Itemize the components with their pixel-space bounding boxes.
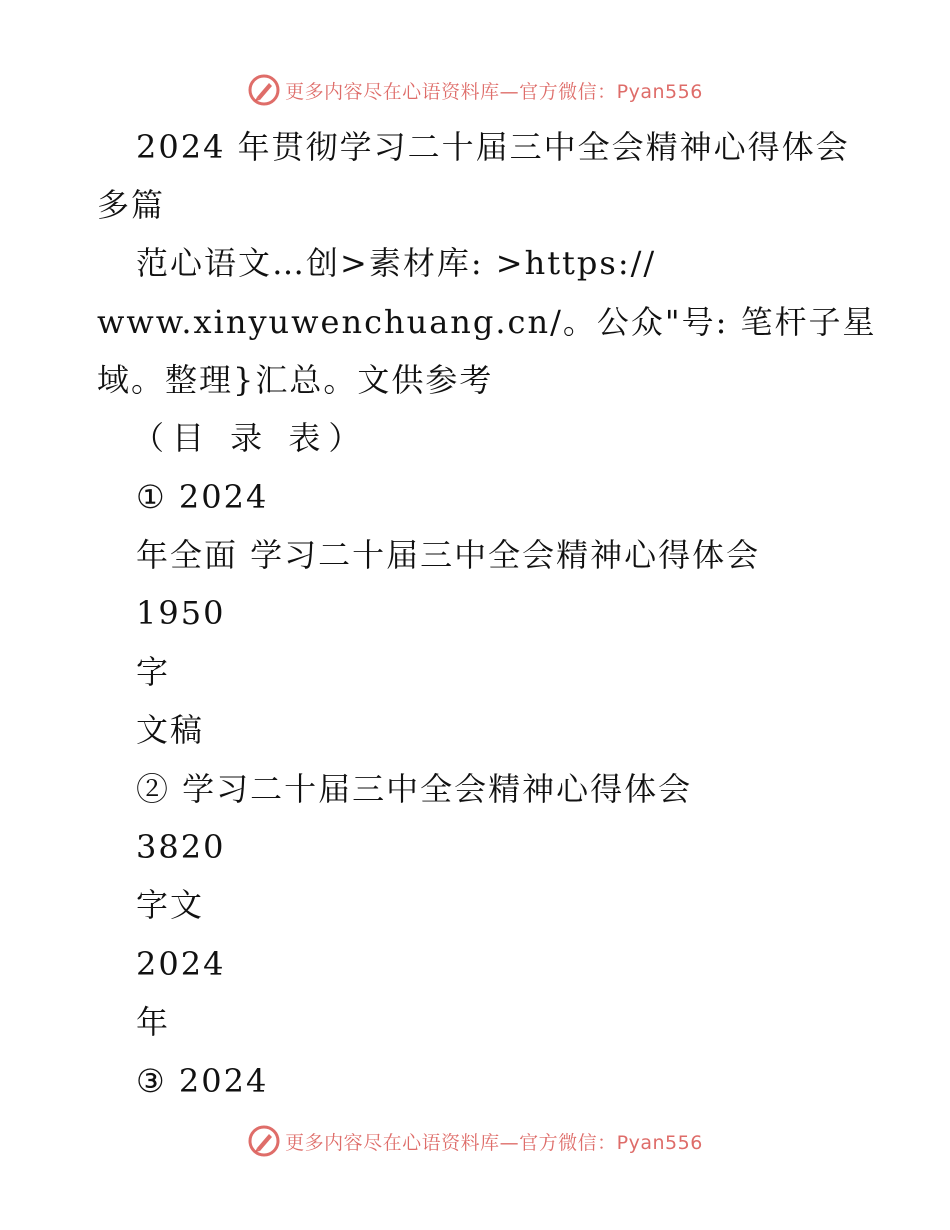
toc-heading: （目 录 表）: [132, 419, 369, 457]
footer-banner: [0, 1121, 950, 1161]
source-line-3: 域。整理}汇总。文供参考: [97, 361, 494, 399]
toc-line: 字文: [136, 886, 205, 924]
toc-line: ③ 2024: [136, 1062, 269, 1100]
document-title-line-2: 多篇: [97, 186, 166, 224]
toc-line: 字: [136, 653, 171, 691]
footer-banner-text: 更多内容尽在心语资料库—官方微信：Pyan556: [285, 1131, 703, 1154]
source-line-2: www.xinyuwenchuang.cn/。公众"号: 笔杆子星: [97, 303, 877, 341]
pen-logo-icon: [247, 1124, 281, 1158]
toc-line: 年: [136, 1003, 171, 1041]
toc-line: 文稿: [136, 711, 205, 749]
source-line-1: 范心语文…创>素材库: >https://: [136, 244, 657, 282]
header-banner-text: 更多内容尽在心语资料库—官方微信：Pyan556: [285, 80, 703, 103]
toc-line: 3820: [136, 828, 226, 866]
toc-line: ① 2024: [136, 478, 269, 516]
toc-line: 2024: [136, 945, 226, 983]
toc-line: 1950: [136, 594, 226, 632]
toc-line: 年全面 学习二十届三中全会精神心得体会: [136, 536, 761, 574]
document-title-line-1: 2024 年贯彻学习二十届三中全会精神心得体会: [136, 128, 850, 166]
toc-line: ② 学习二十届三中全会精神心得体会: [136, 770, 693, 808]
